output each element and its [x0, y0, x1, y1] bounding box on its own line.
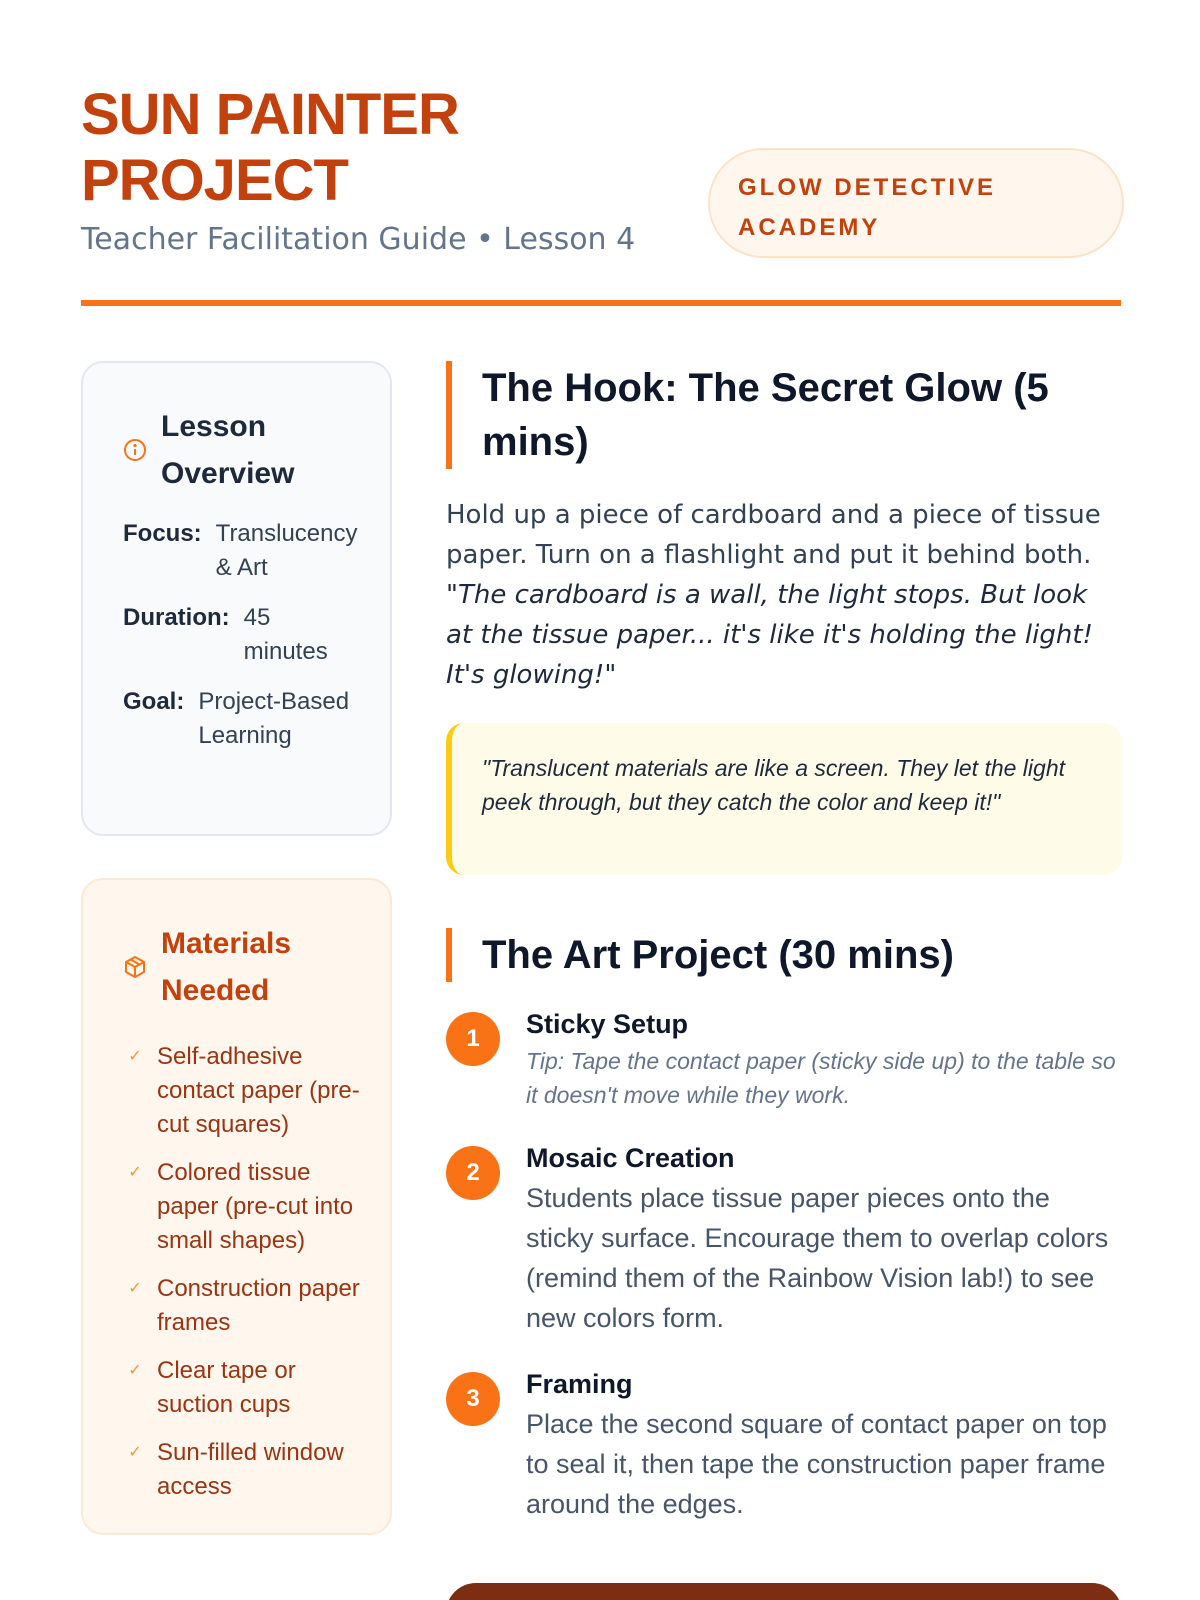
overview-row-goal	[123, 685, 360, 753]
material-label: Construction paper frames	[157, 1275, 360, 1336]
step-number: 3	[446, 1372, 500, 1426]
overview-key: Goal:	[123, 688, 185, 715]
material-label: Self-adhesive contact paper (pre-cut squares)	[157, 1043, 360, 1138]
materials-card	[81, 878, 392, 1535]
step-item	[446, 1138, 1122, 1338]
material-label: Colored tissue paper (pre-cut into small shapes)	[157, 1159, 354, 1254]
info-icon	[123, 438, 147, 462]
overview-key: Duration:	[123, 604, 230, 631]
hook-paragraph	[446, 495, 1106, 695]
lesson-overview-card	[81, 361, 392, 836]
overview-row-duration	[123, 601, 360, 669]
box-icon	[123, 955, 147, 979]
material-label: Clear tape or suction cups	[157, 1357, 296, 1418]
project-heading: The Art Project (30 mins)	[446, 928, 1096, 982]
hook-quote: "The cardboard is a wall, the light stops. But look at the tissue paper... it's like it's holding the light! It's glowing!"	[446, 580, 1093, 690]
step-item	[446, 1364, 1122, 1524]
list-item	[123, 1156, 366, 1258]
check-icon: ✓	[128, 1280, 142, 1297]
step-title: Sticky Setup	[526, 1009, 689, 1039]
academy-badge: GLOW DETECTIVE ACADEMY	[708, 148, 1124, 258]
list-item	[123, 1436, 366, 1504]
bottom-banner	[446, 1583, 1122, 1600]
list-item	[123, 1272, 366, 1340]
material-label: Sun-filled window access	[157, 1439, 344, 1500]
check-icon: ✓	[128, 1362, 142, 1379]
page-title: SUN PAINTER PROJECT	[81, 82, 459, 213]
step-title: Framing	[526, 1369, 633, 1399]
list-item	[123, 1040, 366, 1142]
check-icon: ✓	[128, 1048, 142, 1065]
callout-quote: "Translucent materials are like a screen. They let the light peek through, but they catch the color and keep it!"	[446, 723, 1122, 875]
overview-value: Translucency & Art	[215, 520, 358, 581]
page-header	[81, 82, 1121, 302]
step-item	[446, 1004, 1122, 1112]
check-icon: ✓	[128, 1164, 142, 1181]
hook-heading: The Hook: The Secret Glow (5 mins)	[446, 361, 1096, 469]
header-divider	[81, 300, 1121, 306]
overview-key: Focus:	[123, 520, 202, 547]
step-number: 1	[446, 1012, 500, 1066]
materials-title: Materials Needed	[161, 927, 292, 1007]
step-title: Mosaic Creation	[526, 1143, 735, 1173]
steps-list	[446, 1004, 1122, 1550]
hook-text: Hold up a piece of cardboard and a piece of tissue paper. Turn on a flashlight and put it behind both.	[446, 500, 1101, 570]
step-tip: Tip: Tape the contact paper (sticky side up) to the table so it doesn't move while they work.	[526, 1048, 1116, 1108]
list-item	[123, 1354, 366, 1422]
page-subtitle: Teacher Facilitation Guide • Lesson 4	[81, 222, 636, 257]
overview-title: Lesson Overview	[161, 410, 295, 490]
materials-list	[123, 1040, 366, 1504]
overview-value: 45 minutes	[243, 604, 328, 665]
step-number: 2	[446, 1146, 500, 1200]
check-icon: ✓	[128, 1444, 142, 1461]
overview-value: Project-Based Learning	[198, 688, 350, 749]
step-description: Students place tissue paper pieces onto the sticky surface. Encourage them to overlap colors (remind them of the Rainbow Vision lab!) to see new colors form.	[526, 1183, 1109, 1333]
overview-row-focus	[123, 517, 360, 585]
step-description: Place the second square of contact paper on top to seal it, then tape the construction paper frame around the edges.	[526, 1409, 1107, 1519]
